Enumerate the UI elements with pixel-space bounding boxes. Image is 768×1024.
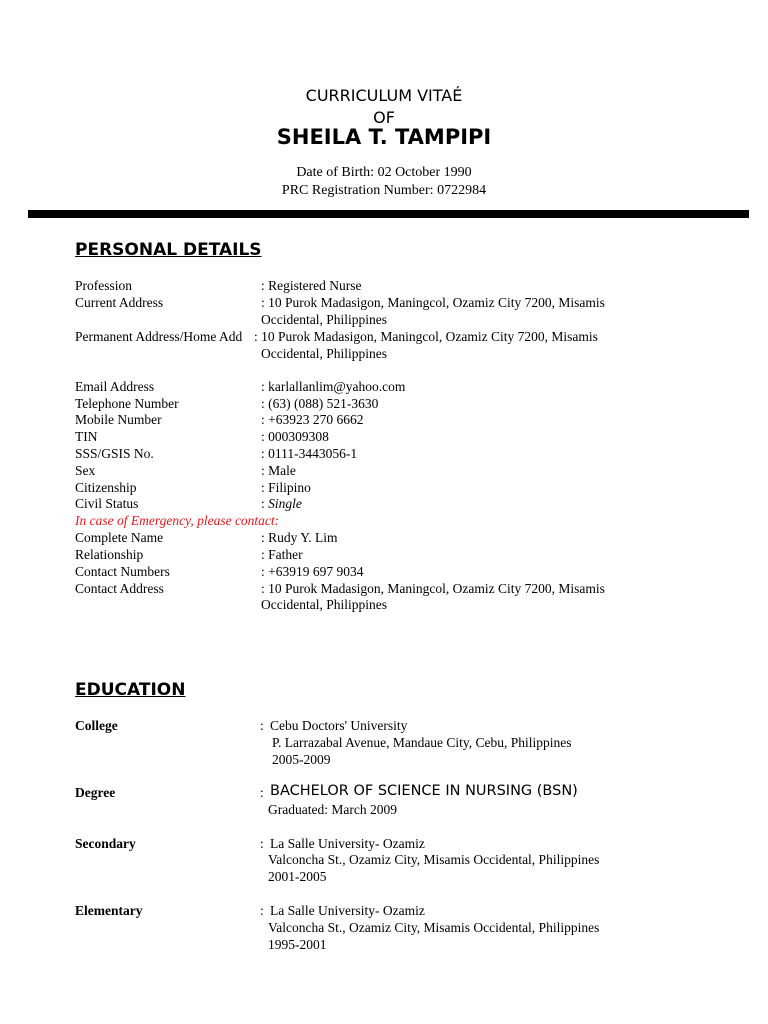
detail-label: Telephone Number bbox=[75, 396, 179, 411]
detail-label: Contact Numbers bbox=[75, 564, 170, 579]
detail-label: Permanent Address/Home Add bbox=[75, 329, 243, 344]
detail-label: Email Address bbox=[75, 379, 155, 394]
education-colon: : bbox=[260, 903, 264, 918]
detail-value: : 0111-3443056-1 bbox=[261, 446, 358, 461]
detail-label: TIN bbox=[75, 429, 98, 444]
detail-row-sss bbox=[0, 446, 768, 463]
detail-row-mobile bbox=[0, 412, 768, 429]
detail-row-civil-status bbox=[0, 496, 768, 513]
detail-row-telephone bbox=[0, 396, 768, 413]
school-name: Cebu Doctors' University bbox=[270, 718, 408, 733]
personal-details-heading: PERSONAL DETAILS bbox=[75, 240, 262, 260]
school-name: La Salle University- Ozamiz bbox=[270, 836, 425, 851]
degree-name: BACHELOR OF SCIENCE IN NURSING (BSN) bbox=[270, 783, 578, 799]
detail-label: Current Address bbox=[75, 295, 164, 310]
detail-value: : Filipino bbox=[261, 480, 311, 495]
detail-row-profession bbox=[0, 278, 768, 295]
school-years: 1995-2001 bbox=[268, 937, 327, 952]
education-label: Secondary bbox=[75, 836, 136, 851]
detail-value-continuation: Occidental, Philippines bbox=[261, 346, 387, 361]
education-label: Elementary bbox=[75, 903, 143, 918]
detail-value-prefix: : bbox=[261, 496, 269, 511]
detail-row-contact-address bbox=[0, 581, 768, 598]
detail-label: Civil Status bbox=[75, 496, 139, 511]
detail-value: : 10 Purok Madasigon, Maningcol, Ozamiz City 7200, Misamis bbox=[254, 329, 598, 344]
civil-status-value: Single bbox=[268, 496, 302, 511]
education-colon: : bbox=[260, 785, 264, 800]
detail-value: : 10 Purok Madasigon, Maningcol, Ozamiz City 7200, Misamis bbox=[261, 295, 605, 310]
school-years: 2005-2009 bbox=[272, 752, 331, 767]
detail-row-permanent-address-cont bbox=[0, 346, 768, 363]
detail-label: SSS/GSIS No. bbox=[75, 446, 154, 461]
education-label: Degree bbox=[75, 785, 116, 800]
applicant-name: SHEILA T. TAMPIPI bbox=[276, 125, 492, 149]
cv-of: OF bbox=[373, 108, 395, 127]
detail-value: : +63919 697 9034 bbox=[261, 564, 364, 579]
detail-label: Sex bbox=[75, 463, 96, 478]
detail-label: Profession bbox=[75, 278, 132, 293]
detail-value: : (63) (088) 521-3630 bbox=[261, 396, 379, 411]
graduation-date: Graduated: March 2009 bbox=[268, 802, 397, 817]
detail-value: : Rudy Y. Lim bbox=[261, 530, 338, 545]
education-heading: EDUCATION bbox=[75, 680, 186, 700]
detail-row-current-address-cont bbox=[0, 312, 768, 329]
detail-row-contact-address-cont bbox=[0, 597, 768, 614]
detail-value: : 000309308 bbox=[261, 429, 329, 444]
cv-title: CURRICULUM VITAÉ bbox=[305, 86, 463, 105]
school-years: 2001-2005 bbox=[268, 869, 327, 884]
school-address: Valconcha St., Ozamiz City, Misamis Occidental, Philippines bbox=[268, 920, 600, 935]
detail-value: : Registered Nurse bbox=[261, 278, 362, 293]
school-address: Valconcha St., Ozamiz City, Misamis Occidental, Philippines bbox=[268, 852, 600, 867]
school-address: P. Larrazabal Avenue, Mandaue City, Cebu, Philippines bbox=[272, 735, 572, 750]
education-colon: : bbox=[260, 836, 264, 851]
detail-label: Citizenship bbox=[75, 480, 137, 495]
detail-value bbox=[261, 496, 302, 512]
detail-value: : 10 Purok Madasigon, Maningcol, Ozamiz City 7200, Misamis bbox=[261, 581, 605, 596]
detail-value-continuation: Occidental, Philippines bbox=[261, 597, 387, 612]
detail-label: Complete Name bbox=[75, 530, 164, 545]
prc-registration: PRC Registration Number: 0722984 bbox=[281, 183, 487, 198]
detail-row-relationship bbox=[0, 547, 768, 564]
detail-row-email bbox=[0, 379, 768, 396]
detail-row-sex bbox=[0, 463, 768, 480]
detail-row-permanent-address bbox=[0, 329, 768, 346]
date-of-birth: Date of Birth: 02 October 1990 bbox=[296, 165, 472, 180]
school-name: La Salle University- Ozamiz bbox=[270, 903, 425, 918]
detail-value: : karlallanlim@yahoo.com bbox=[261, 379, 406, 394]
detail-label: Contact Address bbox=[75, 581, 164, 596]
detail-row-current-address bbox=[0, 295, 768, 312]
header-divider bbox=[28, 210, 749, 218]
detail-value: : +63923 270 6662 bbox=[261, 412, 364, 427]
detail-row-complete-name bbox=[0, 530, 768, 547]
detail-value-continuation: Occidental, Philippines bbox=[261, 312, 387, 327]
detail-row-contact-numbers bbox=[0, 564, 768, 581]
education-label: College bbox=[75, 718, 118, 733]
education-colon: : bbox=[260, 718, 264, 733]
detail-row-citizenship bbox=[0, 480, 768, 497]
detail-row-tin bbox=[0, 429, 768, 446]
emergency-contact-note bbox=[0, 513, 768, 530]
detail-label: Relationship bbox=[75, 547, 144, 562]
detail-value: : Male bbox=[261, 463, 296, 478]
detail-value: : Father bbox=[261, 547, 303, 562]
detail-label: Mobile Number bbox=[75, 412, 162, 427]
emergency-contact-label: In case of Emergency, please contact: bbox=[75, 513, 280, 528]
